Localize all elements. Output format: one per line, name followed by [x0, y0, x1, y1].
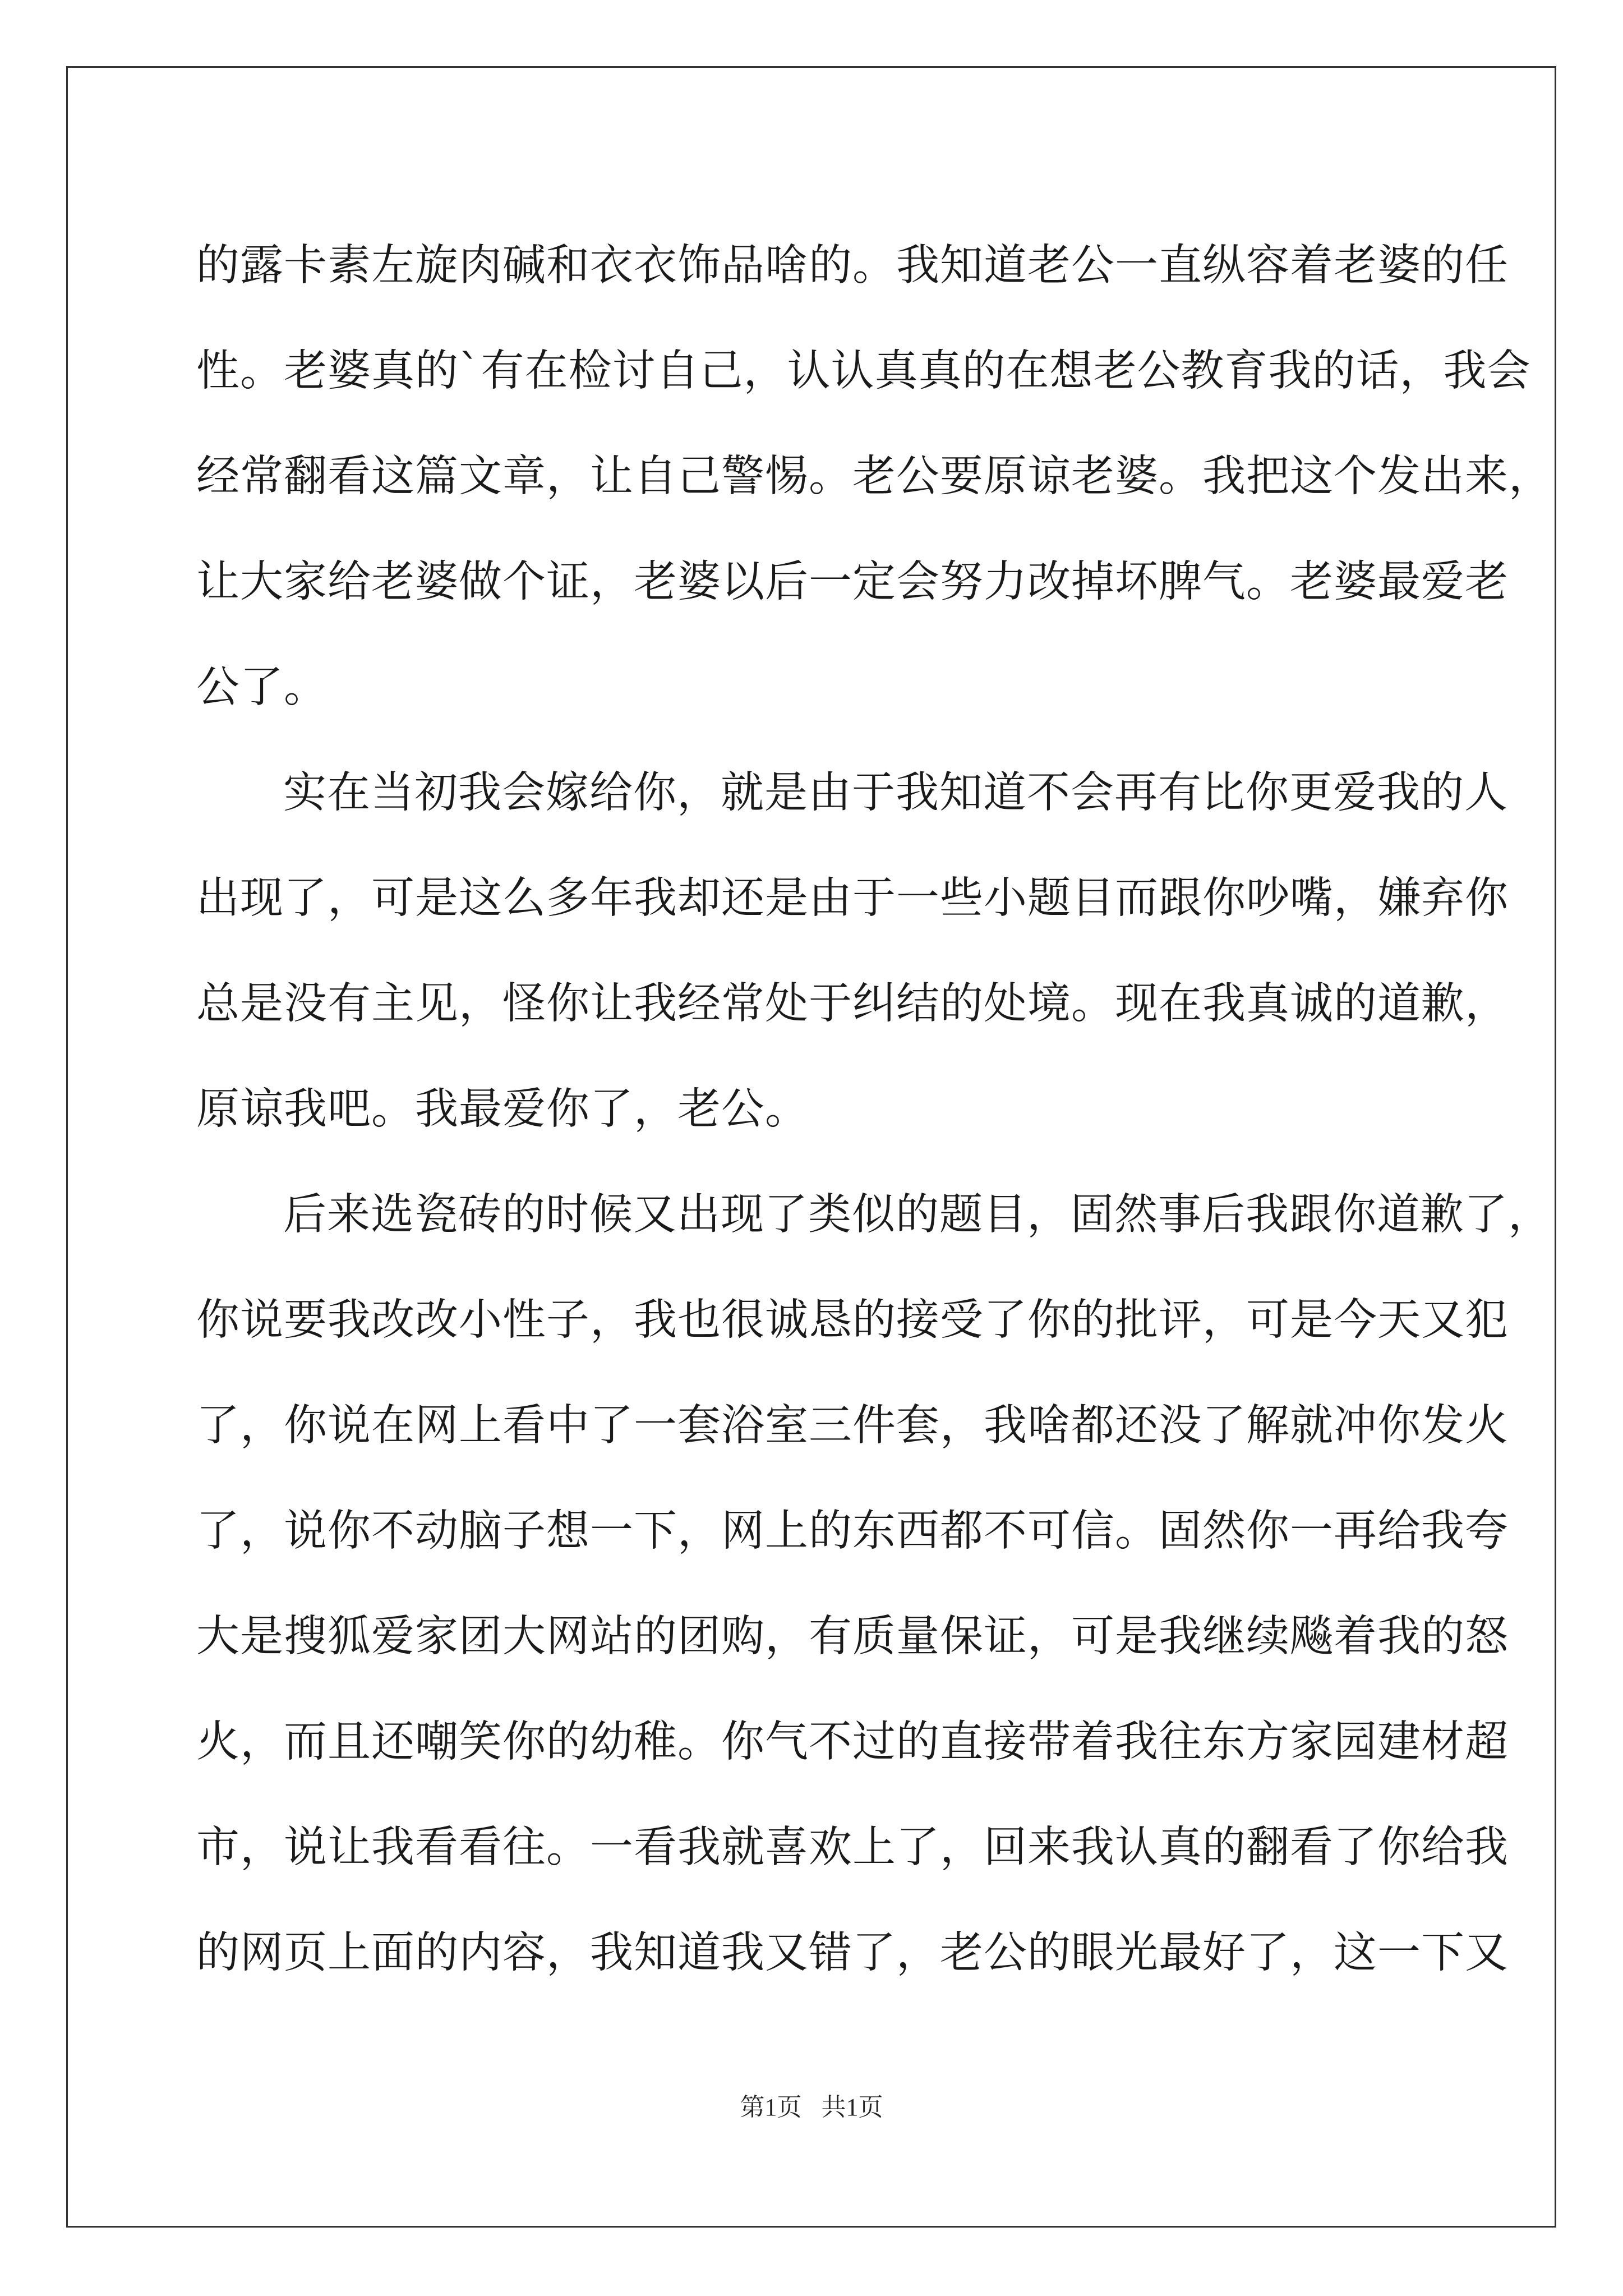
text-line: 经常翻看这篇文章，让自己警惕。老公要原谅老婆。我把这个发出来， — [196, 452, 1552, 501]
text-line: 了，说你不动脑子想一下，网上的东西都不可信。固然你一再给我夸 — [196, 1506, 1509, 1556]
text-line: 了，你说在网上看中了一套浴室三件套，我啥都还没了解就冲你发火 — [196, 1401, 1509, 1451]
text-line: 原谅我吧。我最爱你了，老公。 — [196, 1084, 809, 1134]
document-body — [196, 213, 1552, 2006]
text-line: 让大家给老婆做个证，老婆以后一定会努力改掉坏脾气。老婆最爱老 — [196, 557, 1509, 607]
text-line: 市，说让我看看往。一看我就喜欢上了，回来我认真的翻看了你给我 — [196, 1823, 1509, 1872]
page-number: 第1页 — [740, 2093, 802, 2121]
page-footer — [0, 2087, 1623, 2123]
text-line: 性。老婆真的`有在检讨自己，认认真真的在想老公教育我的话，我会 — [196, 346, 1531, 396]
text-line: 后来选瓷砖的时候又出现了类似的题目，固然事后我跟你道歉了， — [283, 1190, 1552, 1240]
text-line: 火，而且还嘲笑你的幼稚。你气不过的直接带着我往东方家园建材超 — [196, 1717, 1509, 1767]
text-line: 实在当初我会嫁给你，就是由于我知道不会再有比你更爱我的人 — [283, 768, 1508, 818]
text-line: 出现了，可是这么多年我却还是由于一些小题目而跟你吵嘴，嫌弃你 — [196, 873, 1509, 923]
text-line: 公了。 — [196, 662, 328, 712]
text-line: 的露卡素左旋肉碱和衣衣饰品啥的。我知道老公一直纵容着老婆的任 — [196, 241, 1509, 291]
text-line: 总是没有主见，怪你让我经常处于纠结的处境。现在我真诚的道歉， — [196, 979, 1509, 1029]
text-line: 你说要我改改小性子，我也很诚恳的接受了你的批评，可是今天又犯 — [196, 1295, 1509, 1345]
text-line: 大是搜狐爱家团大网站的团购，有质量保证，可是我继续飚着我的怒 — [196, 1612, 1509, 1662]
text-line: 的网页上面的内容，我知道我又错了，老公的眼光最好了，这一下又 — [196, 1928, 1509, 1978]
page-total: 共1页 — [821, 2093, 883, 2121]
